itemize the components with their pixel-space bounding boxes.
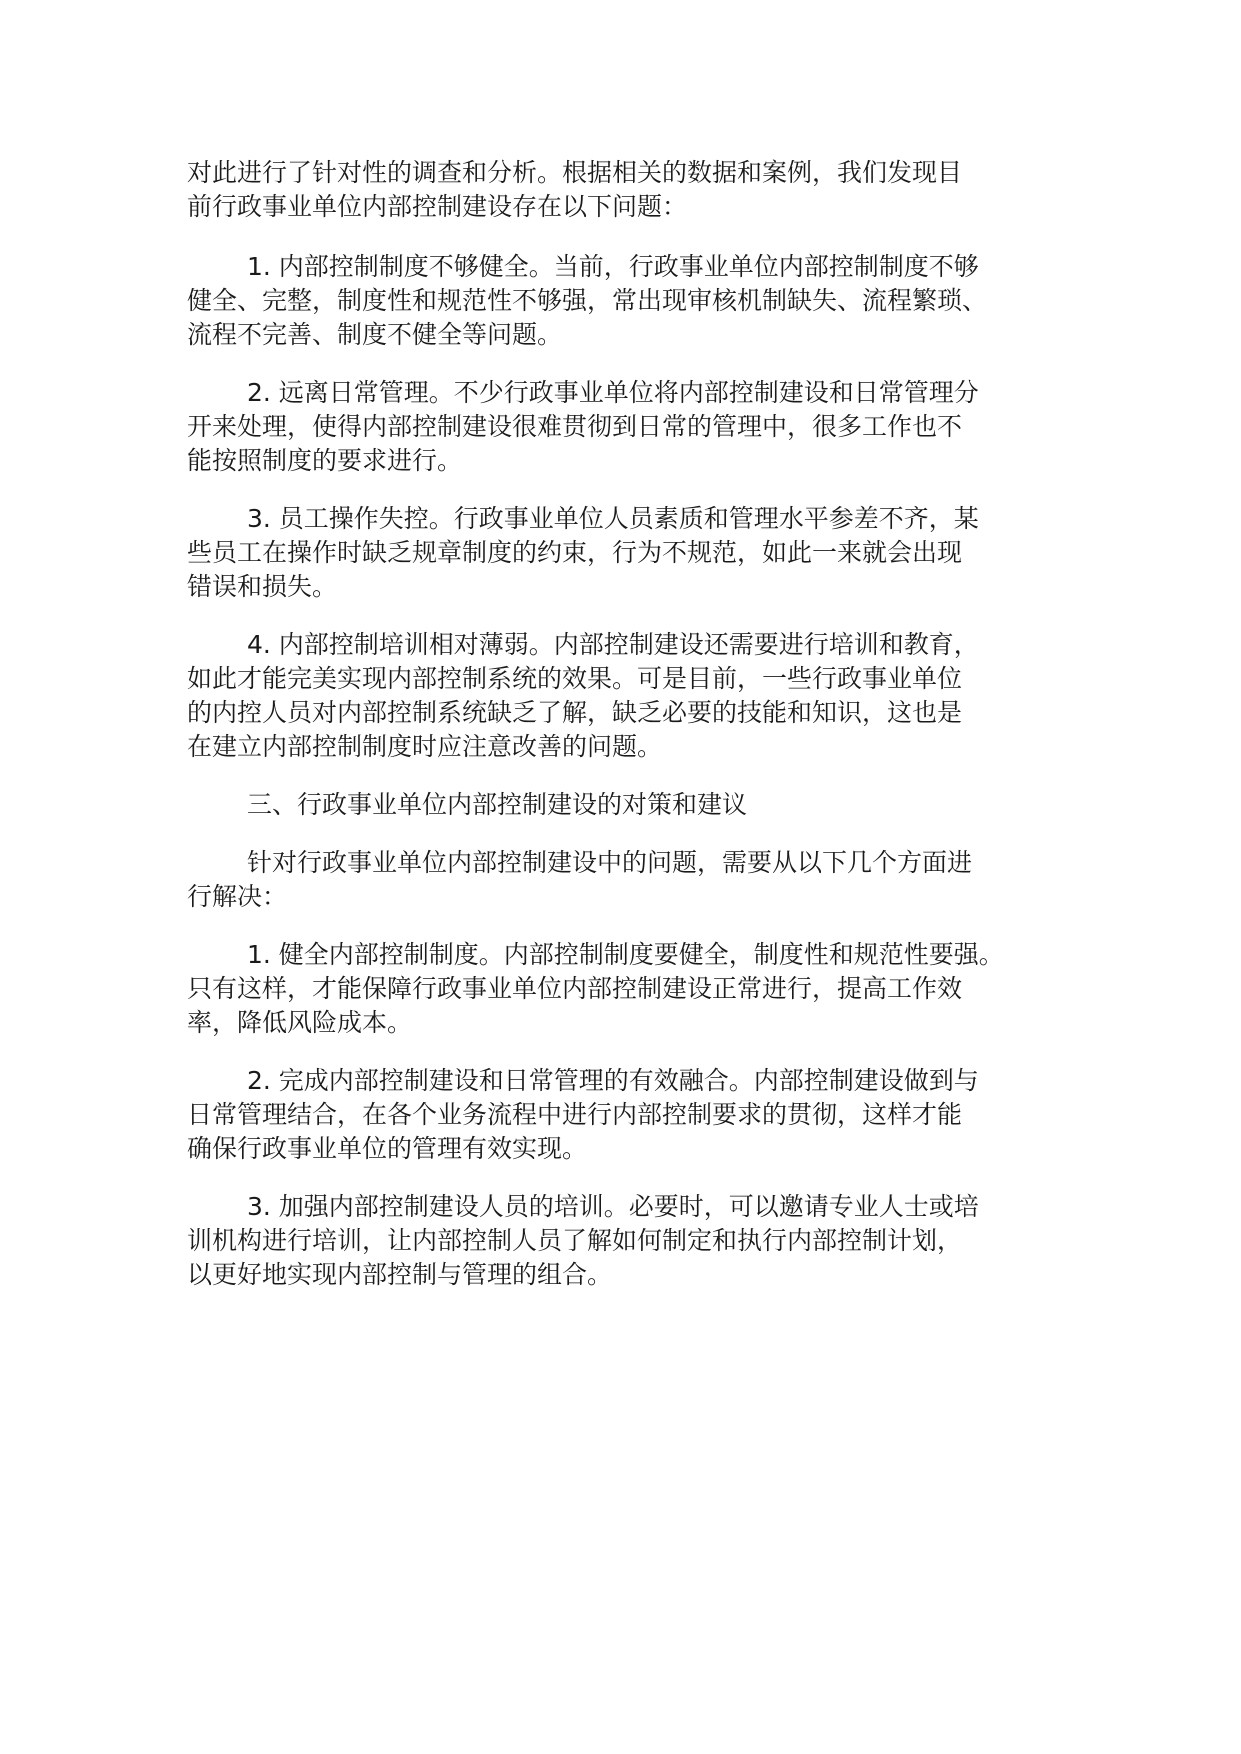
- text-line: 开来处理，使得内部控制建设很难贯彻到日常的管理中，很多工作也不: [187, 412, 963, 441]
- text-line: 以更好地实现内部控制与管理的组合。: [187, 1260, 613, 1289]
- measure-paragraph-2: [187, 1064, 1067, 1166]
- text-line: 2. 完成内部控制建设和日常管理的有效融合。内部控制建设做到与: [247, 1066, 979, 1095]
- section-heading-block: [187, 788, 1067, 822]
- text-line: 前行政事业单位内部控制建设存在以下问题：: [187, 192, 688, 221]
- text-line: 健全、完整，制度性和规范性不够强，常出现审核机制缺失、流程繁琐、: [187, 286, 988, 315]
- problem-paragraph-1: [187, 250, 1067, 352]
- text-line: 4. 内部控制培训相对薄弱。内部控制建设还需要进行培训和教育，: [247, 630, 979, 659]
- document-body: [187, 156, 1067, 1316]
- text-line: 的内控人员对内部控制系统缺乏了解，缺乏必要的技能和知识，这也是: [187, 698, 963, 727]
- text-line: 确保行政事业单位的管理有效实现。: [187, 1134, 588, 1163]
- text-line: 如此才能完美实现内部控制系统的效果。可是目前，一些行政事业单位: [187, 664, 963, 693]
- section-heading: 三、行政事业单位内部控制建设的对策和建议: [247, 790, 748, 819]
- intro-paragraph: [187, 156, 1067, 224]
- text-line: 3. 加强内部控制建设人员的培训。必要时，可以邀请专业人士或培: [247, 1192, 979, 1221]
- problem-paragraph-3: [187, 502, 1067, 604]
- text-line: 针对行政事业单位内部控制建设中的问题，需要从以下几个方面进: [247, 848, 973, 877]
- text-line: 流程不完善、制度不健全等问题。: [187, 320, 563, 349]
- text-line: 在建立内部控制制度时应注意改善的问题。: [187, 732, 663, 761]
- text-line: 能按照制度的要求进行。: [187, 446, 463, 475]
- text-line: 行解决：: [187, 882, 288, 911]
- measure-paragraph-3: [187, 1190, 1067, 1292]
- text-line: 日常管理结合，在各个业务流程中进行内部控制要求的贯彻，这样才能: [187, 1100, 963, 1129]
- text-line: 错误和损失。: [187, 572, 338, 601]
- text-line: 些员工在操作时缺乏规章制度的约束，行为不规范，如此一来就会出现: [187, 538, 963, 567]
- text-line: 对此进行了针对性的调查和分析。根据相关的数据和案例，我们发现目: [187, 158, 963, 187]
- text-line: 训机构进行培训，让内部控制人员了解如何制定和执行内部控制计划，: [187, 1226, 963, 1255]
- text-line: 3. 员工操作失控。行政事业单位人员素质和管理水平参差不齐，某: [247, 504, 979, 533]
- text-line: 1. 健全内部控制制度。内部控制制度要健全，制度性和规范性要强。: [247, 940, 1004, 969]
- text-line: 1. 内部控制制度不够健全。当前，行政事业单位内部控制制度不够: [247, 252, 979, 281]
- section-intro-paragraph: [187, 846, 1067, 914]
- text-line: 只有这样，才能保障行政事业单位内部控制建设正常进行，提高工作效: [187, 974, 963, 1003]
- measure-paragraph-1: [187, 938, 1067, 1040]
- text-line: 率，降低风险成本。: [187, 1008, 413, 1037]
- problem-paragraph-4: [187, 628, 1067, 764]
- problem-paragraph-2: [187, 376, 1067, 478]
- text-line: 2. 远离日常管理。不少行政事业单位将内部控制建设和日常管理分: [247, 378, 979, 407]
